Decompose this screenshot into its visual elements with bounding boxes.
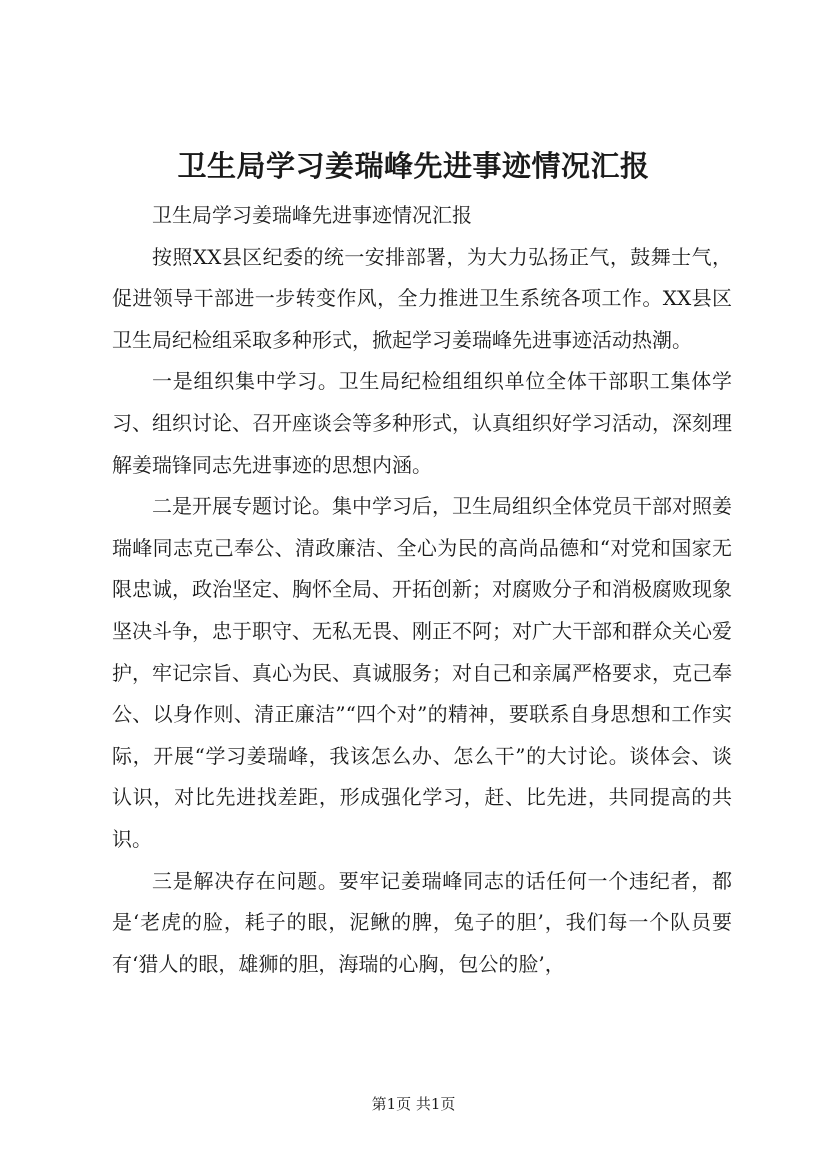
paragraph-point-one: 一是组织集中学习。卫生局纪检组组织单位全体干部职工集体学习、组织讨论、召开座谈会等多种形式，认真组织好学习活动，深刻理解姜瑞锋同志先进事迹的思想内涵。 [112,369,732,477]
paragraph-point-three: 三是解决存在问题。要牢记姜瑞峰同志的话任何一个违纪者，都是‘老虎的脸，耗子的眼，泥鳅的脾，兔子的胆’，我们每一个队员要有‘猎人的眼，雄狮的胆，海瑞的心胸，包公的脸’， [112,868,732,976]
page-footer: 第1页 共1页 [371,1095,456,1113]
paragraph-intro: 按照XX县区纪委的统一安排部署，为大力弘扬正气，鼓舞士气，促进领导干部进一步转变作风，全力推进卫生系统各项工作。XX县区卫生局纪检组采取多种形式，掀起学习姜瑞峰先进事迹活动热潮。 [112,244,732,352]
document-body [112,195,732,985]
document-title: 卫生局学习姜瑞峰先进事迹情况汇报 [177,149,650,183]
paragraph-subtitle: 卫生局学习姜瑞峰先进事迹情况汇报 [152,203,472,227]
paragraph-point-two: 二是开展专题讨论。集中学习后，卫生局组织全体党员干部对照姜瑞峰同志克己奉公、清政廉洁、全心为民的高尚品德和“对党和国家无限忠诚，政治坚定、胸怀全局、开拓创新；对腐败分子和消极腐败现象坚决斗争，忠于职守、无私无畏、刚正不阿；对广大干部和群众关心爱护，牢记宗旨、真心为民、真诚服务；对自己和亲属严格要求，克己奉公、以身作则、清正廉洁”“四个对”的精神，要联系自身思想和工作实际，开展“学习姜瑞峰，我该怎么办、怎么干”的大讨论。谈体会、谈认识，对比先进找差距，形成强化学习，赶、比先进，共同提高的共识。 [112,494,732,851]
